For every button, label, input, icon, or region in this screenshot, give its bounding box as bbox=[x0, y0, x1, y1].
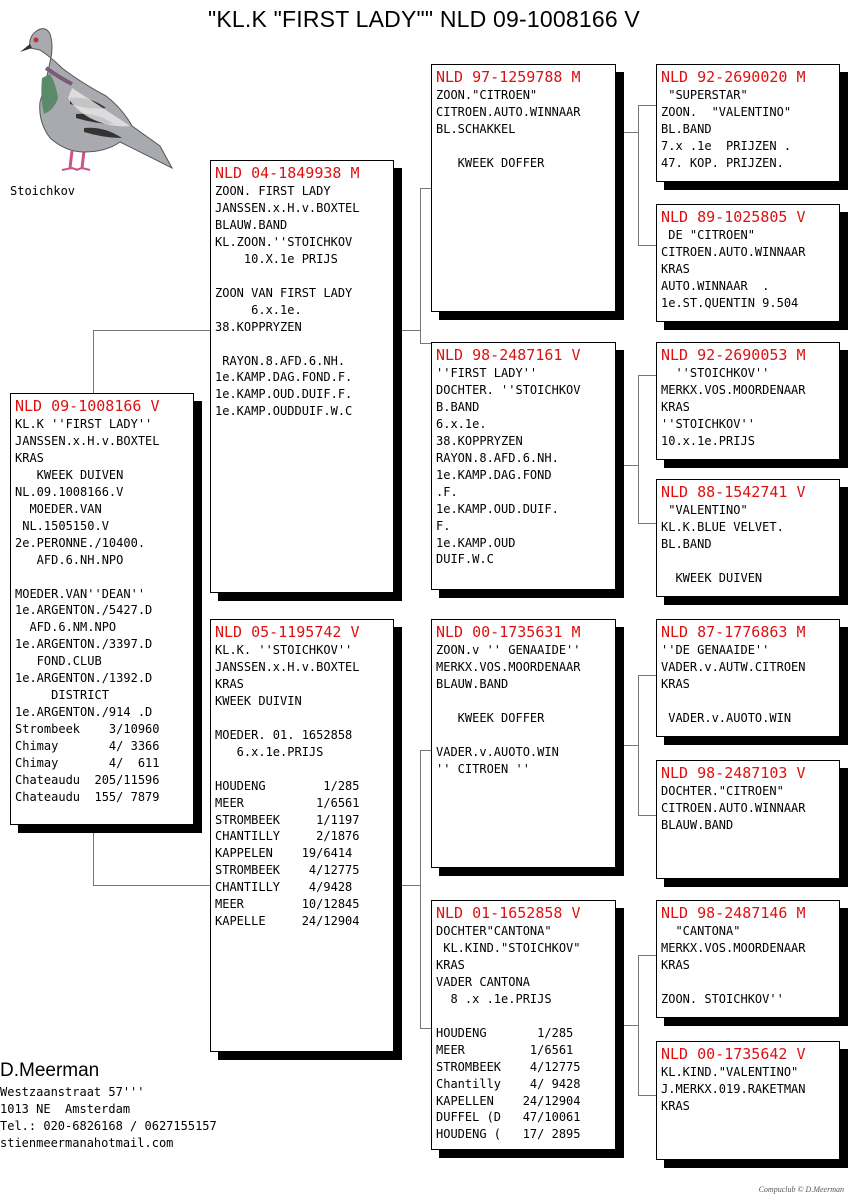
breeder-name: D.Meerman bbox=[0, 1060, 100, 1081]
connector-line bbox=[93, 824, 94, 885]
phone-line: Tel.: 020-6826168 / 0627155157 bbox=[0, 1119, 217, 1133]
connector-line bbox=[638, 815, 657, 816]
pedigree-card-dam-dam bbox=[431, 900, 616, 1150]
card-text: ''DE GENAAIDE'' VADER.v.AUTW.CITROEN KRAS VADER.v.AUOTO.WIN bbox=[661, 643, 806, 725]
ring-number: NLD 98-2487161 V bbox=[436, 346, 581, 364]
connector-line bbox=[392, 330, 420, 331]
card-text: ZOON.v '' GENAAIDE'' MERKX.VOS.MOORDENAAR BLAUW.BAND KWEEK DOFFER VADER.v.AUOTO.WIN '' CITROEN '' bbox=[436, 643, 581, 776]
connector-line bbox=[614, 1025, 638, 1026]
card-text: ''FIRST LADY'' DOCHTER. ''STOICHKOV B.BAND 6.x.1e. 38.KOPPRYZEN RAYON.8.AFD.6.NH. 1e.KAMP.DAG.FOND .F. 1e.KAMP.OUD.DUIF. F. 1e.KAMP.OUD DUIF.W.C bbox=[436, 366, 581, 567]
ring-number: NLD 87-1776863 M bbox=[661, 623, 806, 641]
card-text: ZOON. FIRST LADY JANSSEN.x.H.v.BOXTEL BLAUW.BAND KL.ZOON.''STOICHKOV 10.X.1e PRIJS ZOON VAN FIRST LADY 6.x.1e. 38.KOPPRYZEN RAYON.8.AFD.6.NH. 1e.KAMP.DAG.FOND.F. 1e.KAMP.OUD.DUIF.F. 1e.KAMP.OUDDUIF.W.C bbox=[215, 184, 360, 419]
card-text: DOCHTER."CITROEN" CITROEN.AUTO.WINNAAR BLAUW.BAND bbox=[661, 784, 806, 832]
card-text: "SUPERSTAR" ZOON. "VALENTINO" BL.BAND 7.x .1e PRIJZEN . 47. KOP. PRIJZEN. bbox=[661, 88, 792, 170]
card-text: KL.K ''FIRST LADY'' JANSSEN.x.H.v.BOXTEL KRAS KWEEK DUIVEN NL.09.1008166.V MOEDER.VAN NL.1505150.V 2e.PERONNE./10400. AFD.6.NH.NPO MOEDER.VAN''DEAN'' 1e.ARGENTON./5427.D AFD.6.NM.NPO 1e.ARGENTON./3397.D FOND.CLUB 1e.ARGENTON./1392.D DISTRICT 1e.ARGENTON./914 .D Strombeek 3/10960 Chimay 4/ 3366 Chimay 4/ 611 Chateaudu 205/11596 Chateaudu 155/ 7879 bbox=[15, 417, 160, 804]
pedigree-card-dam-sire bbox=[431, 619, 616, 868]
card-text: ZOON."CITROEN" CITROEN.AUTO.WINNAAR BL.SCHAKKEL KWEEK DOFFER bbox=[436, 88, 581, 170]
card-text: DOCHTER"CANTONA" KL.KIND."STOICHKOV" KRAS VADER CANTONA 8 .x .1e.PRIJS HOUDENG 1/285 MEER 1/6561 STROMBEEK 4/12775 Chantilly 4/ 9428 KAPELLEN 24/12904 DUFFEL (D 47/10061 HOUDENG ( 17/ 2895 bbox=[436, 924, 581, 1142]
ring-number: NLD 09-1008166 V bbox=[15, 397, 160, 415]
connector-line bbox=[392, 885, 420, 886]
pedigree-card-dss bbox=[656, 619, 840, 737]
connector-line bbox=[638, 375, 639, 523]
ring-number: NLD 98-2487103 V bbox=[661, 764, 806, 782]
card-text: ''STOICHKOV'' MERKX.VOS.MOORDENAAR KRAS ''STOICHKOV'' 10.x.1e.PRIJS bbox=[661, 366, 806, 448]
connector-line bbox=[638, 375, 657, 376]
photo-caption: Stoichkov bbox=[10, 184, 76, 198]
pedigree-title: "KL.K "FIRST LADY"" NLD 09-1008166 V bbox=[208, 6, 640, 32]
ring-number: NLD 01-1652858 V bbox=[436, 904, 581, 922]
email-line: stienmeermanahotmail.com bbox=[0, 1136, 174, 1150]
pedigree-card-ddd bbox=[656, 1041, 840, 1160]
connector-line bbox=[420, 188, 421, 344]
card-text: "VALENTINO" KL.K.BLUE VELVET. BL.BAND KWEEK DUIVEN bbox=[661, 503, 784, 585]
connector-line bbox=[638, 955, 639, 1095]
pedigree-card-dsd bbox=[656, 760, 840, 879]
connector-line bbox=[420, 750, 421, 1028]
ring-number: NLD 92-2690020 M bbox=[661, 68, 806, 86]
pedigree-card-sire-sire bbox=[431, 64, 616, 312]
connector-line bbox=[614, 745, 638, 746]
ring-number: NLD 92-2690053 M bbox=[661, 346, 806, 364]
connector-line bbox=[614, 132, 638, 133]
connector-line bbox=[638, 105, 639, 245]
pigeon-icon bbox=[20, 29, 172, 170]
ring-number: NLD 04-1849938 M bbox=[215, 164, 360, 182]
connector-line bbox=[93, 330, 94, 394]
pedigree-card-sire bbox=[210, 160, 394, 593]
card-text: "CANTONA" MERKX.VOS.MOORDENAAR KRAS ZOON. STOICHKOV'' bbox=[661, 924, 806, 1006]
pedigree-card-sire-dam bbox=[431, 342, 616, 590]
footer-credit: Compuclub © D.Meerman bbox=[758, 1185, 844, 1194]
connector-line bbox=[638, 675, 657, 676]
card-text: KL.KIND."VALENTINO" J.MERKX.019.RAKETMAN KRAS bbox=[661, 1065, 806, 1113]
pedigree-card-dds bbox=[656, 900, 840, 1018]
connector-line bbox=[638, 675, 639, 815]
ring-number: NLD 89-1025805 V bbox=[661, 208, 806, 226]
ring-number: NLD 00-1735631 M bbox=[436, 623, 581, 641]
connector-line bbox=[638, 1095, 657, 1096]
pedigree-card-subject bbox=[10, 393, 194, 825]
connector-line bbox=[638, 245, 657, 246]
connector-line bbox=[93, 885, 212, 886]
ring-number: NLD 05-1195742 V bbox=[215, 623, 360, 641]
ring-number: NLD 88-1542741 V bbox=[661, 483, 806, 501]
pedigree-card-ssd bbox=[656, 204, 840, 322]
ring-number: NLD 97-1259788 M bbox=[436, 68, 581, 86]
ring-number: NLD 00-1735642 V bbox=[661, 1045, 806, 1063]
connector-line bbox=[638, 955, 657, 956]
breeder-contact bbox=[0, 1060, 217, 1152]
card-text: KL.K. ''STOICHKOV'' JANSSEN.x.H.v.BOXTEL KRAS KWEEK DUIVIN MOEDER. 01. 1652858 6.x.1e.PRIJS HOUDENG 1/285 MEER 1/6561 STROMBEEK 1/1197 CHANTILLY 2/1876 KAPPELEN 19/6414 STROMBEEK 4/12775 CHANTILLY 4/9428 MEER 10/12845 KAPELLE 24/12904 bbox=[215, 643, 360, 929]
pedigree-card-sdd bbox=[656, 479, 840, 597]
card-text: DE "CITROEN" CITROEN.AUTO.WINNAAR KRAS AUTO.WINNAAR . 1e.ST.QUENTIN 9.504 bbox=[661, 228, 806, 310]
connector-line bbox=[614, 465, 638, 466]
ring-number: NLD 98-2487146 M bbox=[661, 904, 806, 922]
connector-line bbox=[638, 523, 657, 524]
pigeon-photo bbox=[10, 18, 175, 173]
city-line: 1013 NE Amsterdam bbox=[0, 1102, 131, 1116]
pedigree-card-dam bbox=[210, 619, 394, 1052]
address-line: Westzaanstraat 57''' bbox=[0, 1085, 145, 1099]
connector-line bbox=[638, 105, 657, 106]
connector-line bbox=[93, 330, 212, 331]
pedigree-card-sss bbox=[656, 64, 840, 182]
pedigree-card-sds bbox=[656, 342, 840, 460]
